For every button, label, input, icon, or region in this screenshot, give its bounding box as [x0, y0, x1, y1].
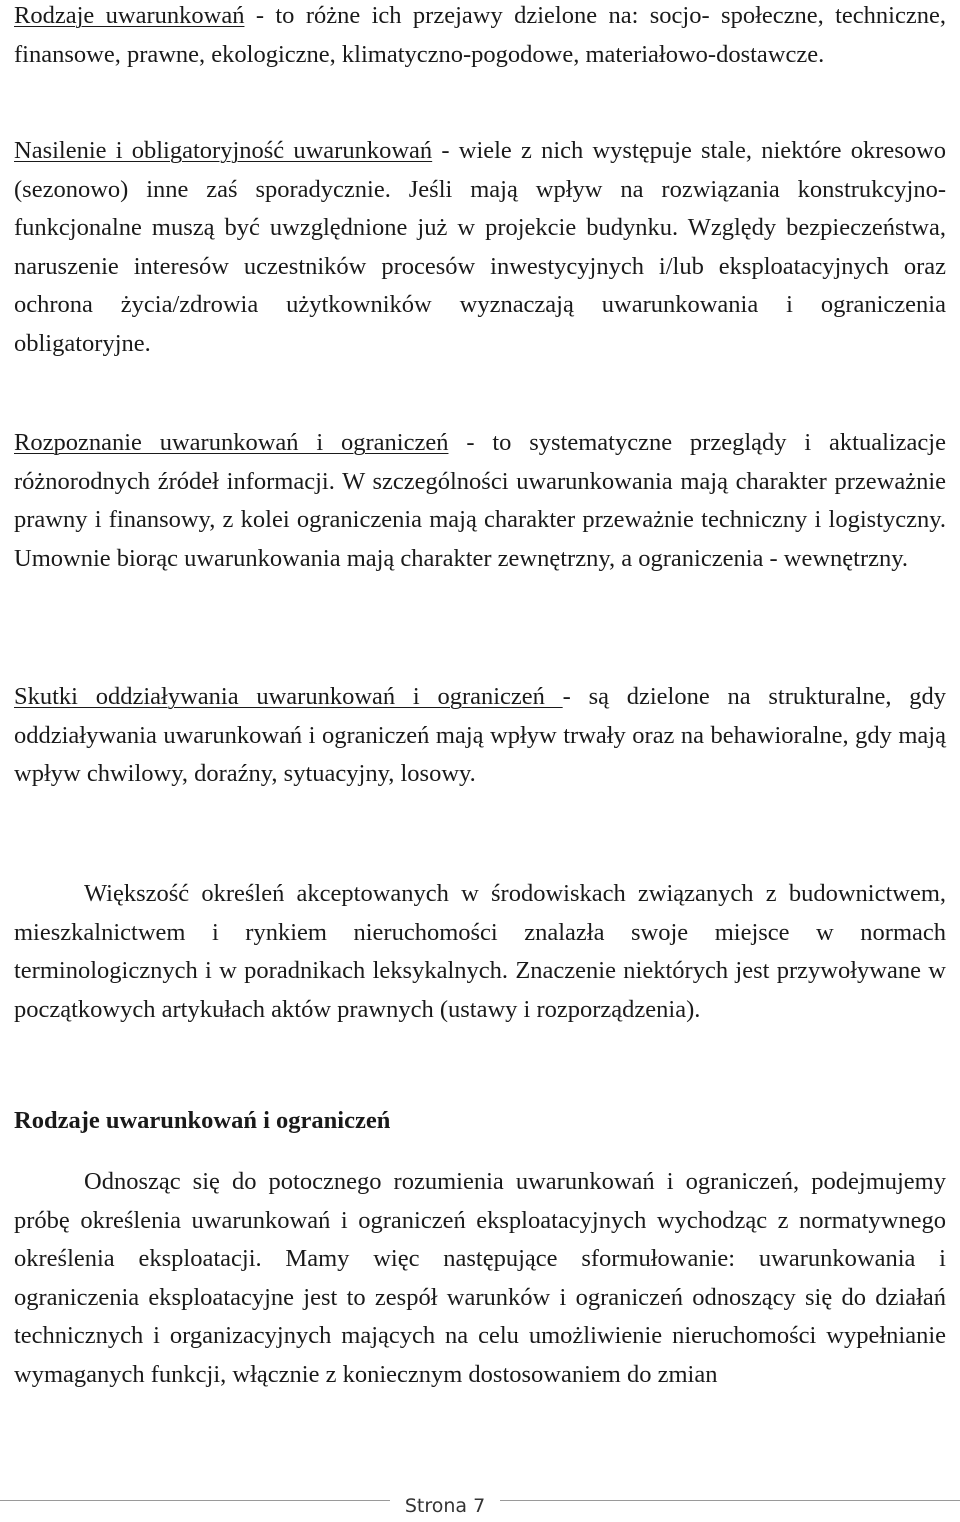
term-effects: Skutki oddziaływania uwarunkowań i ograniczeń [14, 683, 563, 710]
paragraph-terminology [14, 875, 946, 1029]
paragraph-text: Odnosząc się do potocznego rozumienia uwarunkowań i ograniczeń, podejmujemy próbę określenia uwarunkowań i ograniczeń eksploatacyjnych wychodząc z normatywnego określenia eksploatacji. Mamy więc następujące sformułowanie: uwarunkowania i ograniczenia eksploatacyjne jest to zespół warunków i ograniczeń odnoszący się do działań technicznych i organizacyjnych mających na celu umożliwienie nieruchomości wypełnianie wymaganych funkcji, włącznie z koniecznym dostosowaniem do zmian [14, 1168, 946, 1388]
paragraph-text: - wiele z nich występuje stale, niektóre okresowo (sezonowo) inne zaś sporadycznie. Jeśli mają wpływ na rozwiązania konstrukcyjno-funkcjonalne muszą być uwzględnione już w projekcie budynku. Względy bezpieczeństwa, naruszenie interesów uczestników procesów inwestycyjnych i/lub eksploatacyjnych oraz ochrona życia/zdrowia użytkowników wyznaczają uwarunkowania i ograniczenia obligatoryjne. [14, 137, 946, 357]
paragraph-text: Większość określeń akceptowanych w środowiskach związanych z budownictwem, mieszkalnictwem i rynkiem nieruchomości znalazła swoje miejsce w normach terminologicznych i w poradnikach leksykalnych. Znaczenie niektórych jest przywoływane w początkowych artykułach aktów prawnych (ustawy i rozporządzenia). [14, 880, 946, 1023]
paragraph-intensity-obligation [14, 132, 946, 364]
page-footer [0, 1490, 960, 1522]
term-conditions-types: Rodzaje uwarunkowań [14, 2, 245, 29]
page-number: Strona 7 [390, 1490, 500, 1522]
term-recognition: Rozpoznanie uwarunkowań i ograniczeń [14, 429, 449, 456]
paragraph-conditions-types [14, 0, 946, 74]
paragraph-effects [14, 678, 946, 794]
paragraph-definition [14, 1163, 946, 1395]
term-intensity-obligation: Nasilenie i obligatoryjność uwarunkowań [14, 137, 433, 164]
section-heading: Rodzaje uwarunkowań i ograniczeń [14, 1107, 391, 1134]
paragraph-text: - to systematyczne przeglądy i aktualizacje różnorodnych źródeł informacji. W szczególności uwarunkowania mają charakter przeważnie prawny i finansowy, z kolei ograniczenia mają charakter przeważnie techniczny i logistyczny. Umownie biorąc uwarunkowania mają charakter zewnętrzny, a ograniczenia - wewnętrzny. [14, 429, 946, 572]
paragraph-recognition [14, 424, 946, 578]
paragraph-text: - to różne ich przejawy dzielone na: socjo- społeczne, techniczne, finansowe, prawne, ekologiczne, klimatyczno-pogodowe, materiałowo-dostawcze. [14, 2, 946, 68]
paragraph-text: - są dzielone na strukturalne, gdy oddziaływania uwarunkowań i ograniczeń mają wpływ trwały oraz na behawioralne, gdy mają wpływ chwilowy, doraźny, sytuacyjny, losowy. [14, 683, 946, 788]
